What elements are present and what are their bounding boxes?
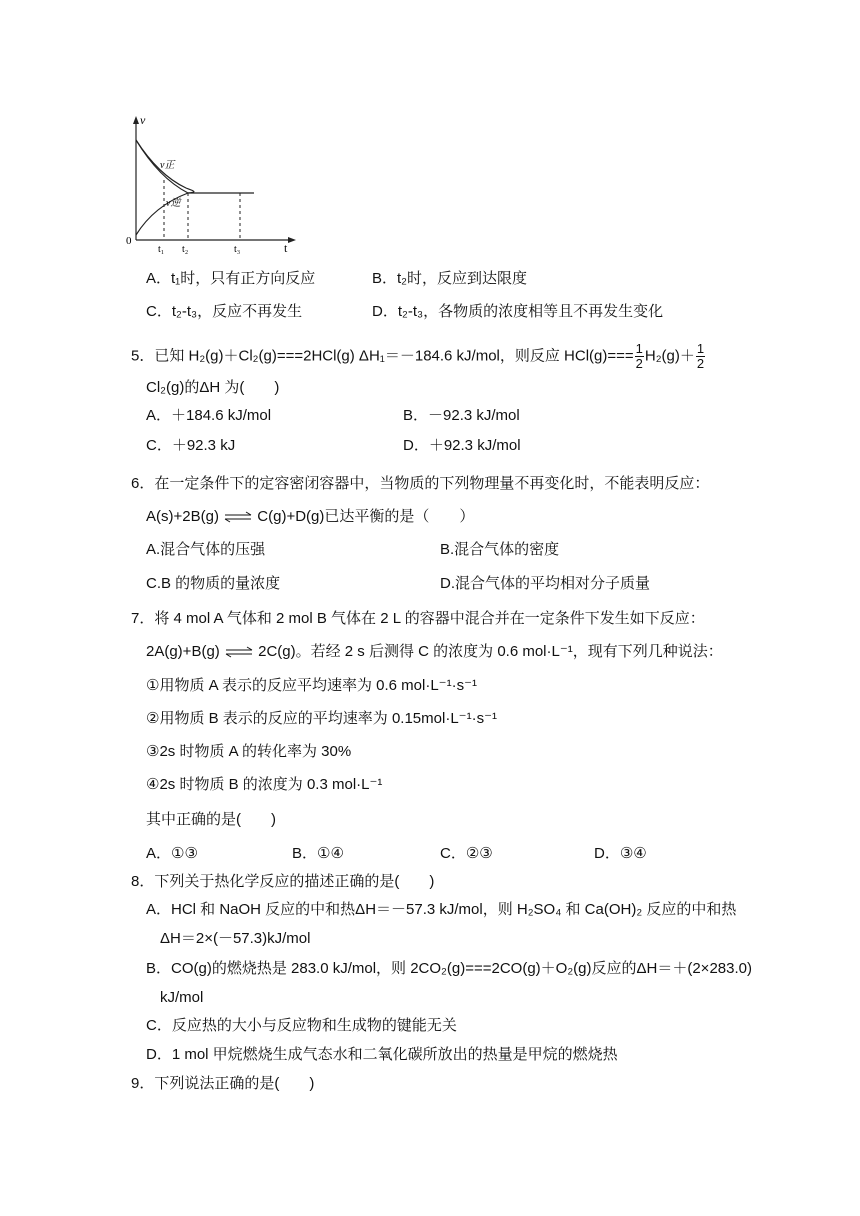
q6-option-a: A.混合气体的压强: [146, 541, 266, 558]
q7-equation: [146, 642, 723, 662]
q4-option-d: D．t₂-t₃，各物质的浓度相等且不再发生变化: [372, 303, 664, 320]
q8-option-a-line1: A．HCl 和 NaOH 反应的中和热ΔH＝－57.3 kJ/mol，则 H₂SO₄ 和 Ca(OH)₂ 反应的中和热: [146, 901, 737, 918]
q8-option-c: C．反应热的大小与反应物和生成物的键能无关: [146, 1017, 457, 1034]
q8-option-d: D．1 mol 甲烷燃烧生成气态水和二氧化碳所放出的热量是甲烷的燃烧热: [146, 1046, 618, 1063]
q8-option-b-line2: kJ/mol: [160, 989, 204, 1006]
q6-equation: [146, 507, 474, 527]
q7-statement-2: ②用物质 B 表示的反应的平均速率为 0.15mol·L⁻¹·s⁻¹: [146, 710, 497, 727]
q6-eq-left: A(s)+2B(g): [146, 508, 219, 525]
q7-eq-left: 2A(g)+B(g): [146, 643, 220, 660]
q5-stem: [131, 342, 706, 371]
q7-option-c: C．②③: [440, 845, 493, 862]
q6-option-d: D.混合气体的平均相对分子质量: [440, 575, 651, 592]
q6-eq-right: C(g)+D(g)已达平衡的是（ ）: [257, 508, 475, 525]
q7-eq-right: 2C(g)。若经 2 s 后测得 C 的浓度为 0.6 mol·L⁻¹，现有下列几种说法：: [258, 643, 723, 660]
origin-label: 0: [126, 235, 132, 247]
q5-fraction-2: $\frac{1}{2}$: [696, 341, 705, 371]
q4-option-a: A．t₁时，只有正方向反应: [146, 270, 316, 287]
q6-option-c: C.B 的物质的量浓度: [146, 575, 281, 592]
q5-stem-part1: 5．已知 H₂(g)＋Cl₂(g)===2HCl(g) ΔH₁＝－184.6 kJ/mol，则反应 HCl(g)===: [131, 347, 634, 365]
q7-statement-4: ④2s 时物质 B 的浓度为 0.3 mol·L⁻¹: [146, 776, 383, 793]
q7-ask: 其中正确的是( ): [146, 811, 276, 828]
q5-option-a: A．＋184.6 kJ/mol: [146, 407, 272, 424]
y-axis-arrow: [133, 116, 139, 124]
q5-fraction-1: $\frac{1}{2}$: [635, 341, 643, 371]
y-axis-label: v: [140, 113, 146, 127]
q9-stem: 9．下列说法正确的是( ): [131, 1075, 315, 1092]
x-axis-label: t: [284, 241, 288, 255]
q8-option-b-line1: B．CO(g)的燃烧热是 283.0 kJ/mol，则 2CO₂(g)===2CO(g)＋O₂(g)反应的ΔH＝＋(2×283.0): [146, 960, 752, 977]
tick-label-t3: t₃: [234, 244, 241, 255]
equilibrium-arrow-icon: [223, 511, 253, 523]
q6-stem: 6．在一定条件下的定容密闭容器中，当物质的下列物理量不再变化时，不能表明反应：: [131, 475, 710, 492]
forward-curve-label: v正: [160, 160, 175, 171]
velocity-time-graph: [124, 110, 304, 258]
q6-option-b: B.混合气体的密度: [440, 541, 560, 558]
q5-stem-part2: H₂(g)＋: [644, 347, 695, 365]
reverse-curve-label: v逆: [166, 198, 181, 209]
q5-option-b: B．－92.3 kJ/mol: [403, 407, 520, 424]
tick-label-t2: t₂: [182, 244, 189, 255]
x-axis-arrow: [288, 237, 296, 243]
q5-stem-line2: Cl₂(g)的ΔH 为( ): [146, 379, 280, 396]
equilibrium-arrow-icon: [224, 646, 254, 658]
q5-option-c: C．＋92.3 kJ: [146, 437, 236, 454]
tick-label-t1: t₁: [158, 244, 165, 255]
q8-stem: 8．下列关于热化学反应的描述正确的是( ): [131, 873, 435, 890]
q4-option-b: B．t₂时，反应到达限度: [372, 270, 527, 287]
q5-option-d: D．＋92.3 kJ/mol: [403, 437, 521, 454]
q8-option-a-line2: ΔH＝2×(－57.3)kJ/mol: [160, 930, 311, 947]
q7-option-d: D．③④: [594, 845, 647, 862]
q4-option-c: C．t₂-t₃，反应不再发生: [146, 303, 303, 320]
q7-statement-3: ③2s 时物质 A 的转化率为 30%: [146, 743, 352, 760]
q7-option-b: B．①④: [292, 845, 344, 862]
q7-option-a: A．①③: [146, 845, 198, 862]
q7-stem: 7．将 4 mol A 气体和 2 mol B 气体在 2 L 的容器中混合并在一定条件下发生如下反应：: [131, 610, 705, 627]
q7-statement-1: ①用物质 A 表示的反应平均速率为 0.6 mol·L⁻¹·s⁻¹: [146, 677, 477, 694]
